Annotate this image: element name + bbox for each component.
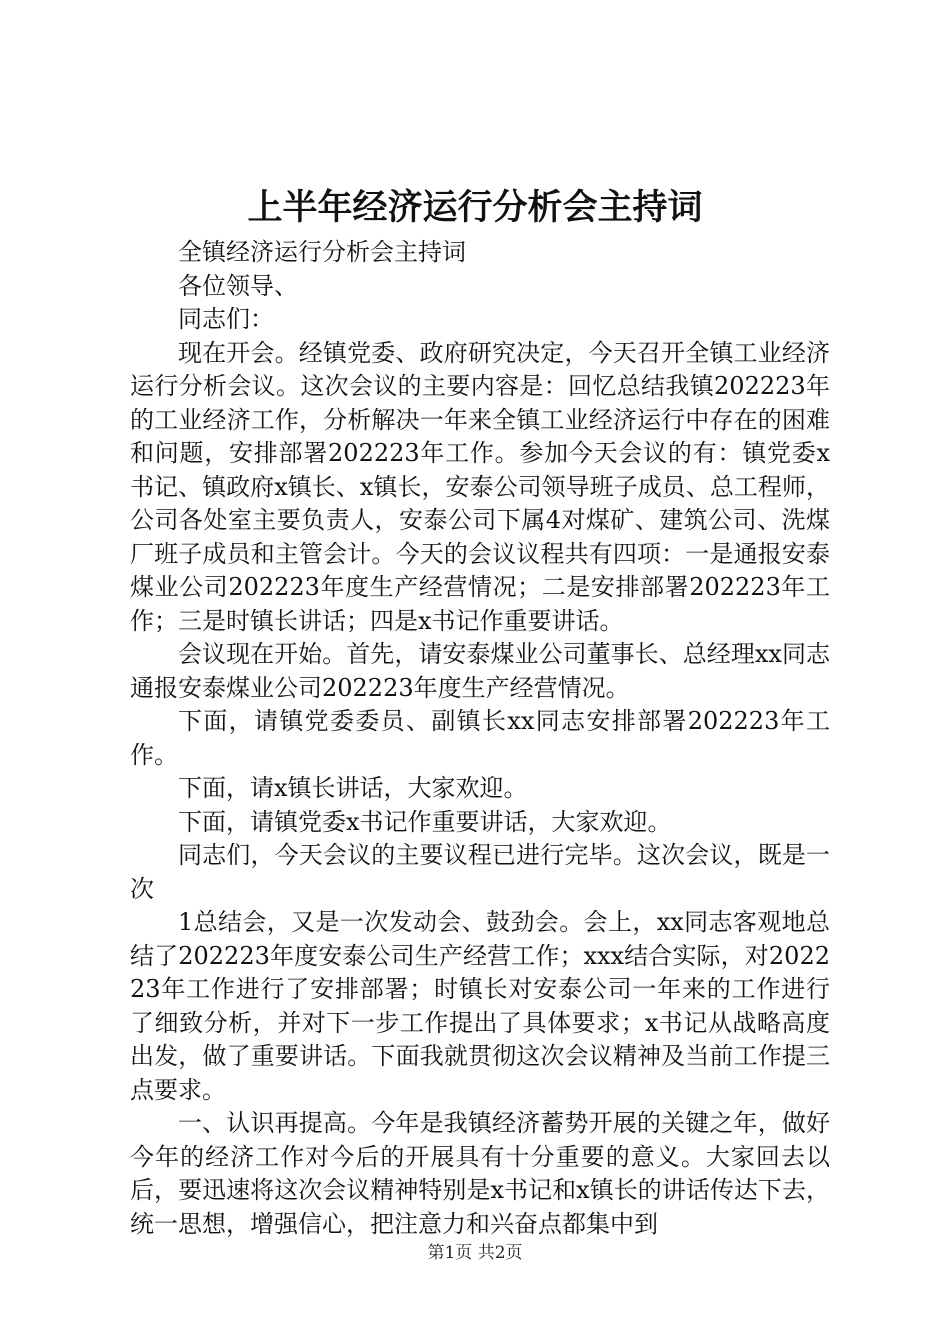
- paragraph-subtitle: 全镇经济运行分析会主持词: [178, 238, 466, 266]
- paragraph-salutation-comrades: 同志们：: [178, 305, 274, 333]
- paragraph-opening: 现在开会。经镇党委、政府研究决定，今天召开全镇工业经济运行分析会议。这次会议的主要内容是：回忆总结我镇202223年的工业经济工作，分析解决一年来全镇工业经济运行中存在的困难和问题，安排部署202223年工作。参加今天会议的有：镇党委x书记、镇政府x镇长、x镇长，安泰公司领导班子成员、总工程师，公司各处室主要负责人，安泰公司下属4对煤矿、建筑公司、洗煤厂班子成员和主管会计。今天的会议议程共有四项：一是通报安泰煤业公司202223年度生产经营情况；二是安排部署202223年工作；三是时镇长讲话；四是x书记作重要讲话。: [130, 338, 830, 635]
- paragraph-secretary-speech: 下面，请镇党委x书记作重要讲话，大家欢迎。: [178, 807, 672, 836]
- paragraph-meeting-start: 会议现在开始。首先，请安泰煤业公司董事长、总经理xx同志通报安泰煤业公司202223年度生产经营情况。: [130, 640, 830, 702]
- paragraph-salutation-leaders: 各位领导、: [178, 271, 298, 300]
- document-title: 上半年经济运行分析会主持词: [247, 187, 703, 228]
- document-body: [130, 236, 830, 1241]
- paragraph-deputy-mayor: 下面，请镇党委委员、副镇长xx同志安排部署202223年工作。: [130, 707, 830, 769]
- paragraph-closing-intro: 同志们，今天会议的主要议程已进行完毕。这次会议，既是一次: [130, 841, 830, 903]
- page-footer: 第1页 共2页: [427, 1243, 523, 1263]
- paragraph-point-one: 一、认识再提高。今年是我镇经济蓄势开展的关键之年，做好今年的经济工作对今后的开展具有十分重要的意义。大家回去以后，要迅速将这次会议精神特别是x书记和x镇长的讲话传达下去，统一思想，增强信心，把注意力和兴奋点都集中到: [130, 1109, 830, 1238]
- paragraph-summary: 1总结会，又是一次发动会、鼓劲会。会上，xx同志客观地总结了202223年度安泰公司生产经营工作；xxx结合实际，对202223年工作进行了安排部署；时镇长对安泰公司一年来的工作进行了细致分析，并对下一步工作提出了具体要求；x书记从战略高度出发，做了重要讲话。下面我就贯彻这次会议精神及当前工作提三点要求。: [130, 908, 830, 1104]
- paragraph-mayor-speech: 下面，请x镇长讲话，大家欢迎。: [178, 774, 528, 802]
